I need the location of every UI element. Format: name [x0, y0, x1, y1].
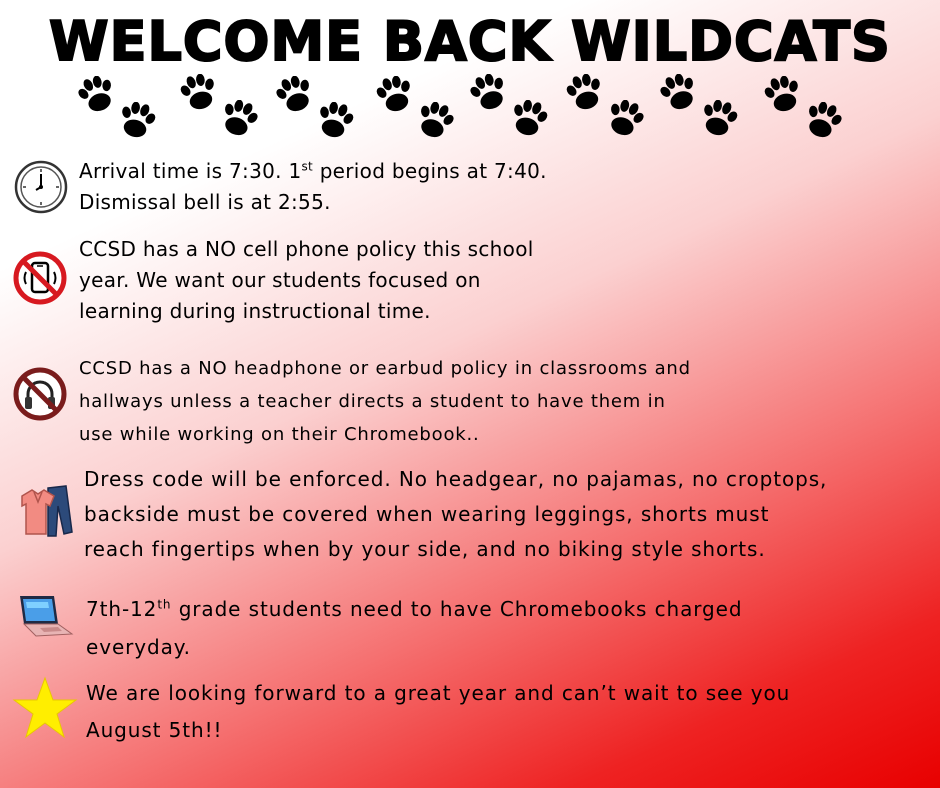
dress-line-1: Dress code will be enforced. No headgear, no pajamas, no croptops, [84, 467, 828, 491]
paw-print-icon [118, 102, 156, 140]
chromebook-text-part1: 7th-12 [86, 597, 158, 621]
arrival-text-part1: Arrival time is 7:30. 1 [79, 159, 302, 183]
laptop-icon [14, 594, 74, 640]
page-title: WELCOME BACK WILDCATS [49, 10, 891, 73]
arrival-sup: st [301, 159, 314, 174]
paw-print-icon [180, 74, 218, 112]
dress-line-2: backside must be covered when wearing leggings, shorts must [84, 502, 770, 526]
clothing-icon [12, 480, 76, 544]
paw-print-icon [660, 74, 698, 112]
chromebook-line-2: everyday. [86, 635, 191, 659]
dismissal-text: Dismissal bell is at 2:55. [79, 190, 331, 214]
paw-print-icon [470, 74, 508, 112]
headphone-line-3: use while working on their Chromebook.. [79, 424, 480, 445]
arrival-text-part2: period begins at 7:40. [313, 159, 547, 183]
paw-print-icon [700, 100, 738, 138]
no-cell-phone-icon [12, 250, 68, 306]
paw-print-icon [566, 74, 604, 112]
paw-print-icon [606, 100, 644, 138]
paw-print-icon [276, 76, 314, 114]
closing-line-1: We are looking forward to a great year and can’t wait to see you [86, 681, 791, 705]
no-headphones-icon [12, 366, 68, 422]
chromebook-text-part2: grade students need to have Chromebooks charged [171, 597, 743, 621]
headphone-line-2: hallways unless a teacher directs a student to have them in [79, 391, 666, 412]
phone-line-3: learning during instructional time. [79, 299, 431, 323]
paw-print-icon [510, 100, 548, 138]
phone-line-2: year. We want our students focused on [79, 268, 481, 292]
paw-print-icon [376, 76, 414, 114]
paw-print-icon [764, 76, 802, 114]
clock-icon [14, 160, 68, 214]
paw-print-icon [804, 102, 842, 140]
paw-row [0, 68, 940, 148]
chromebook-sup: th [157, 597, 172, 612]
dress-line-3: reach fingertips when by your side, and no biking style shorts. [84, 537, 766, 561]
paw-print-icon [316, 102, 354, 140]
star-icon [12, 676, 78, 740]
phone-line-1: CCSD has a NO cell phone policy this school [79, 237, 534, 261]
closing-line-2: August 5th!! [86, 718, 223, 742]
paw-print-icon [78, 76, 116, 114]
paw-print-icon [220, 100, 258, 138]
paw-print-icon [416, 102, 454, 140]
headphone-line-1: CCSD has a NO headphone or earbud policy in classrooms and [79, 358, 691, 379]
